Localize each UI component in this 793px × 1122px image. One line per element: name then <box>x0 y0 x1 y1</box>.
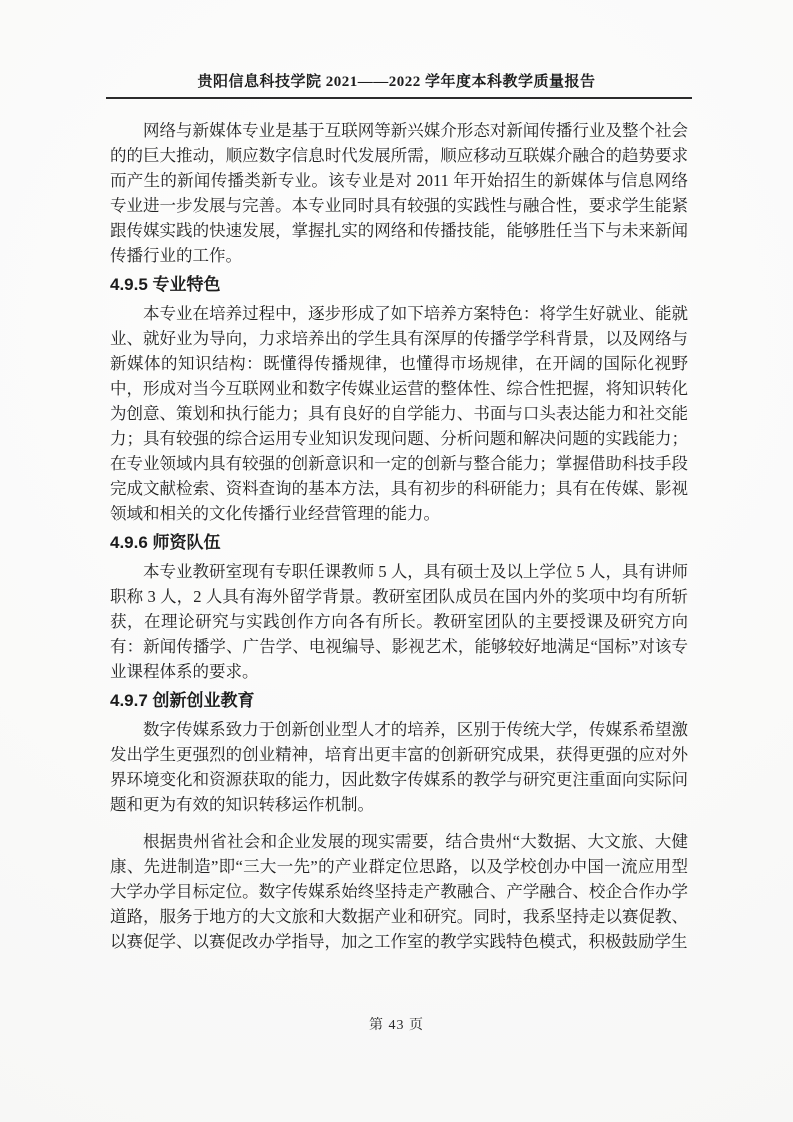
header-rule <box>106 97 692 99</box>
section-heading-4-9-5: 4.9.5 专业特色 <box>110 275 221 294</box>
page-number: 第 43 页 <box>369 1018 424 1033</box>
section-heading-4-9-6: 4.9.6 师资队伍 <box>110 533 221 552</box>
page-header-title: 贵阳信息科技学院 2021——2022 学年度本科教学质量报告 <box>197 74 596 90</box>
paragraph-major-features: 本专业在培养过程中，逐步形成了如下培养方案特色：将学生好就业、能就业、就好业为导向，力求培养出的学生具有深厚的传播学学科背景，以及网络与新媒体的知识结构：既懂得传播规律，也懂得市场规律，在开阔的国际化视野中，形成对当今互联网业和数字传媒业运营的整体性、综合性把握，将知识转化为创意、策划和执行能力；具有良好的自学能力、书面与口头表达能力和社交能力；具有较强的综合运用专业知识发现问题、分析问题和解决问题的实践能力；在专业领域内具有较强的创新意识和一定的创新与整合能力；掌握借助科技手段完成文献检索、资料查询的基本方法，具有初步的科研能力；具有在传媒、影视领域和相关的文化传播行业经营管理的能力。 <box>110 304 688 523</box>
paragraph-faculty-team: 本专业教研室现有专职任课教师 5 人，具有硕士及以上学位 5 人，具有讲师职称 3 人，2 人具有海外留学背景。教研室团队成员在国内外的奖项中均有所斩获，在理论研究与实践创作方向各有所长。教研室团队的主要授课及研究方向有：新闻传播学、广告学、电视编导、影视艺术，能够较好地满足“国标”对该专业课程体系的要求。 <box>110 562 688 681</box>
paragraph-guizhou-strategy: 根据贵州省社会和企业发展的现实需要，结合贵州“大数据、大文旅、大健康、先进制造”即“三大一先”的产业群定位思路，以及学校创办中国一流应用型大学办学目标定位。数字传媒系始终坚持走产教融合、产学融合、校企合作办学道路，服务于地方的大文旅和大数据产业和研究。同时，我系坚持走以赛促教、以赛促学、以赛促改办学指导，加之工作室的教学实践特色模式，积极鼓励学生 <box>110 832 688 951</box>
paragraph-innovation-education: 数字传媒系致力于创新创业型人才的培养，区别于传统大学，传媒系希望激发出学生更强烈的创业精神，培育出更丰富的创新研究成果，获得更强的应对外界环境变化和资源获取的能力，因此数字传媒系的教学与研究更注重面向实际问题和更为有效的知识转移运作机制。 <box>110 720 688 814</box>
paragraph-intro-major: 网络与新媒体专业是基于互联网等新兴媒介形态对新闻传播行业及整个社会的的巨大推动，顺应数字信息时代发展所需，顺应移动互联媒介融合的趋势要求而产生的新闻传播类新专业。该专业是对 2011 年开始招生的新媒体与信息网络专业进一步发展与完善。本专业同时具有较强的实践性与融合性，要求学生能紧跟传媒实践的快速发展，掌握扎实的网络和传播技能，能够胜任当下与未来新闻传播行业的工作。 <box>110 121 688 265</box>
document-body <box>110 104 688 954</box>
section-heading-4-9-7: 4.9.7 创新创业教育 <box>110 691 255 710</box>
